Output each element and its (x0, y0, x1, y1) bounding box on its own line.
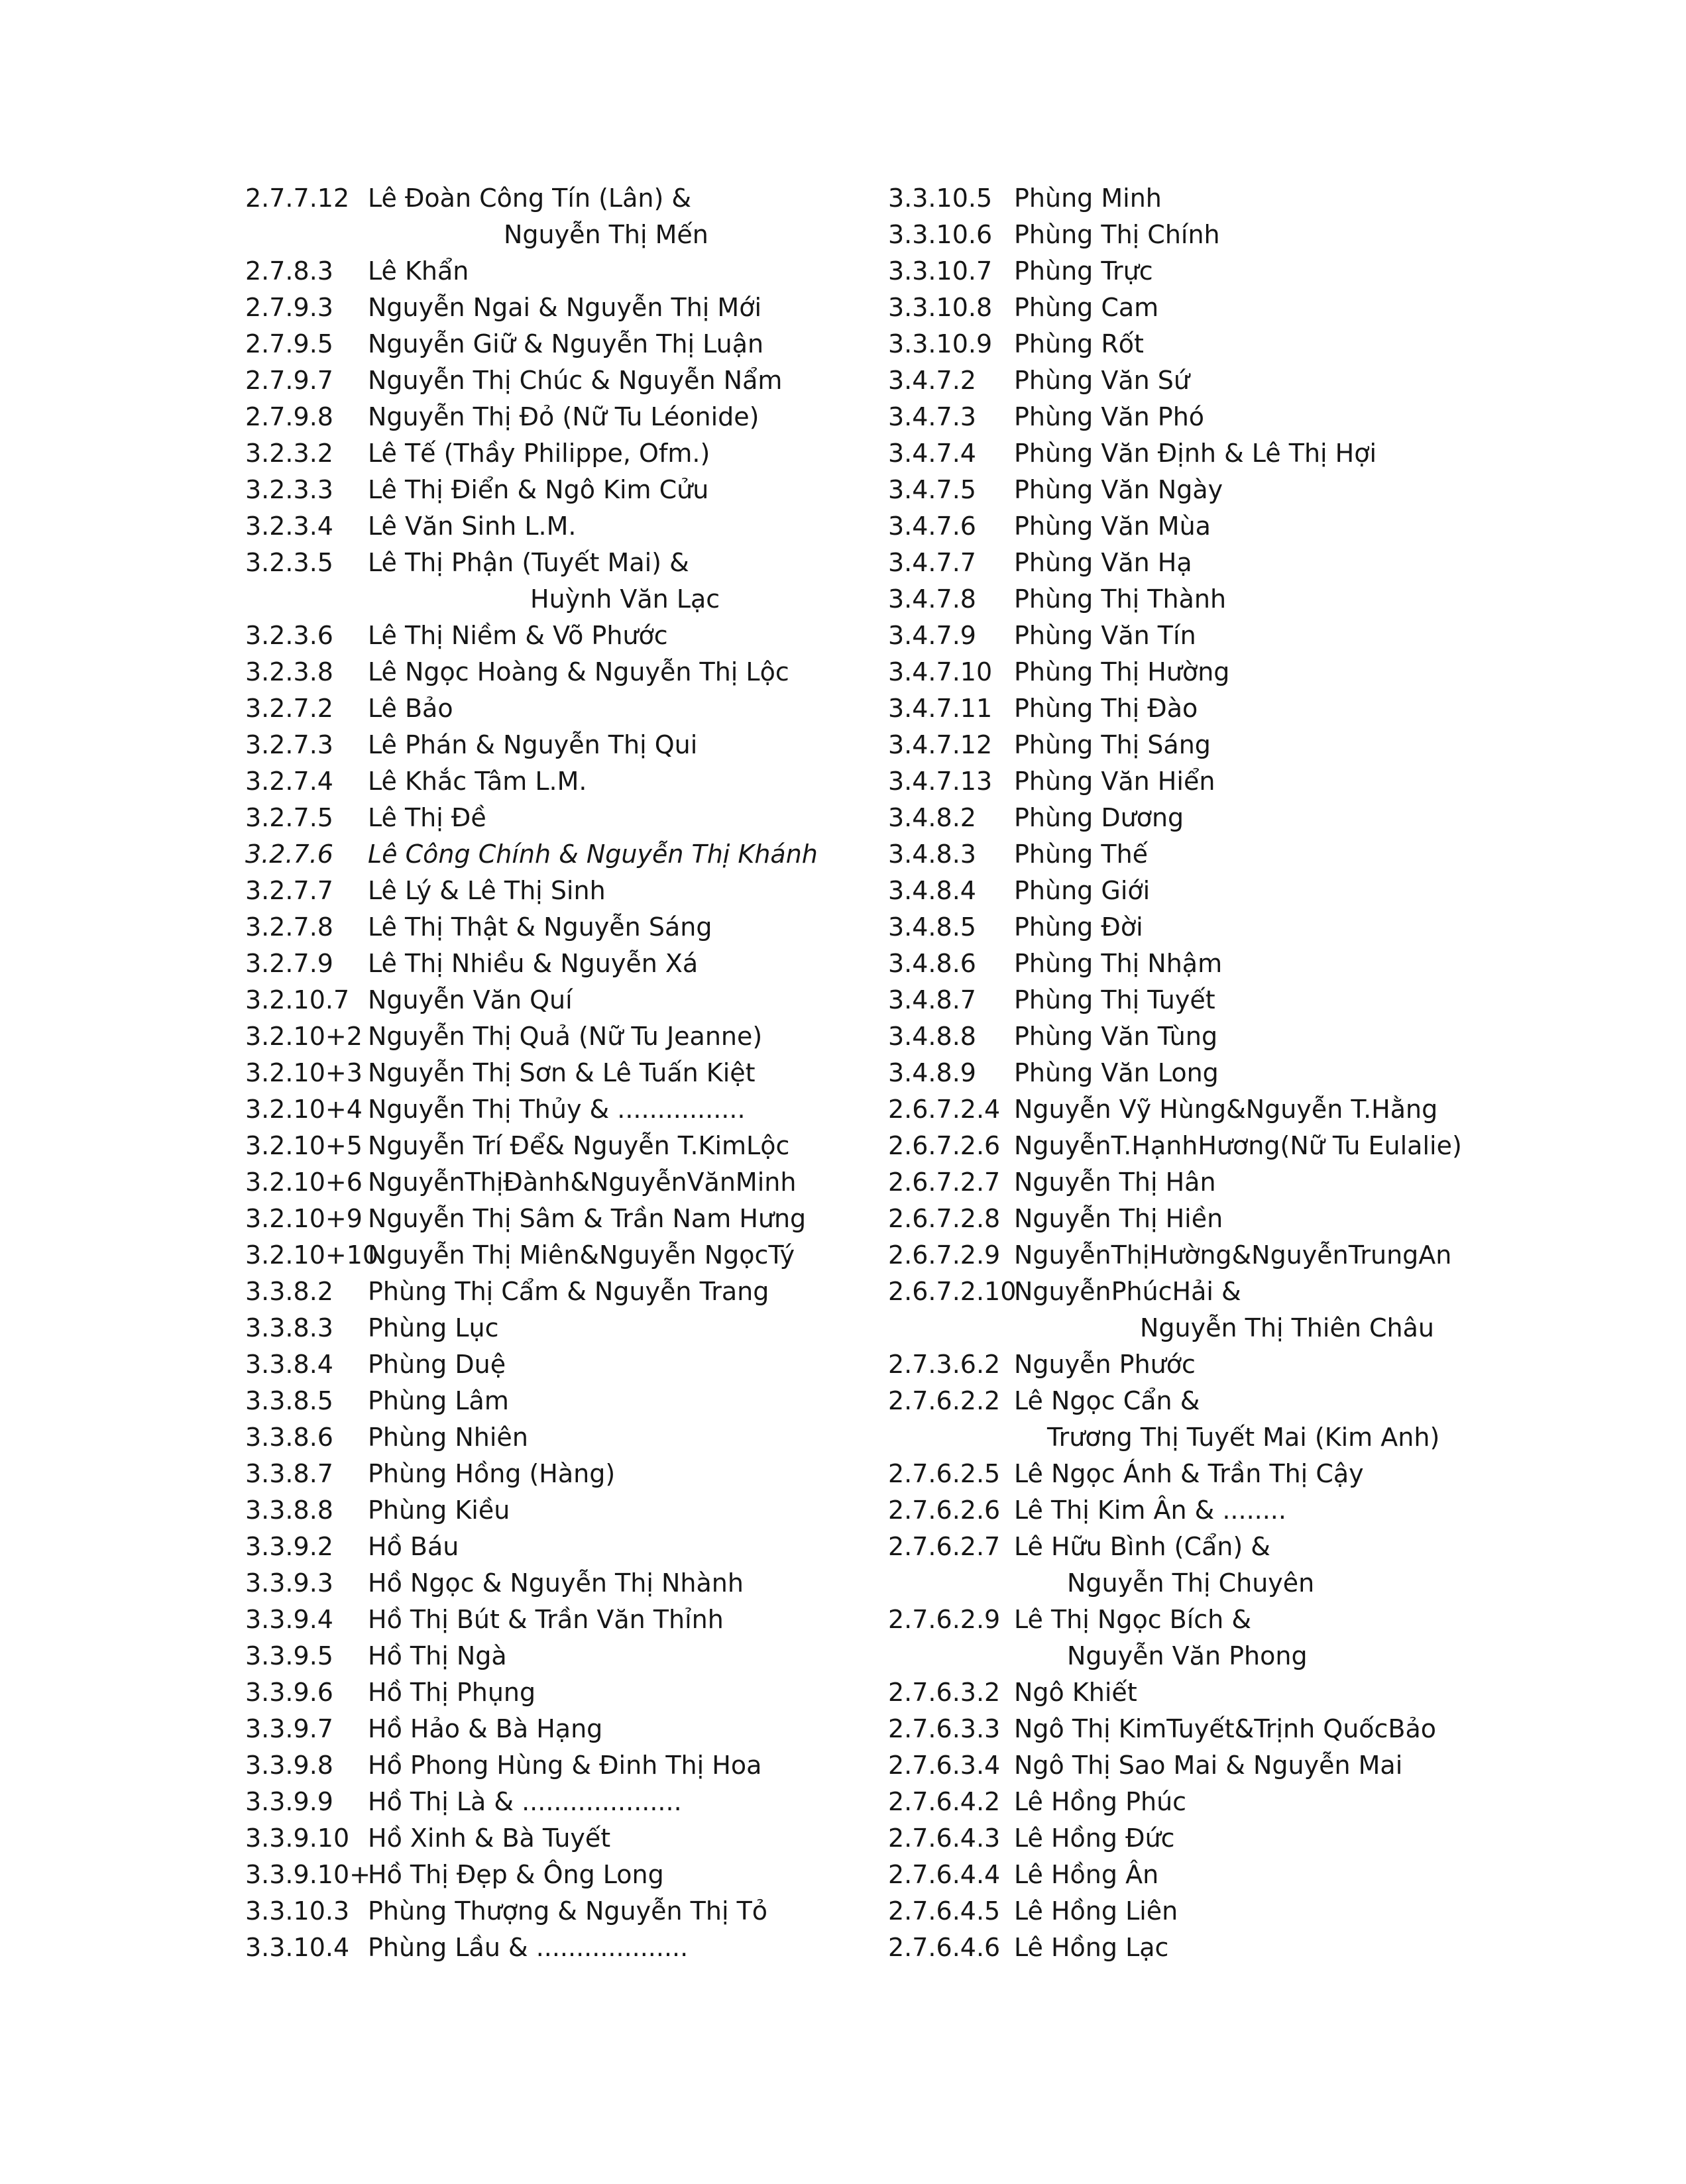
entry-code: 3.4.8.4 (888, 876, 976, 905)
list-item (245, 836, 895, 873)
entry-code: 3.3.10.7 (888, 256, 993, 286)
list-item (888, 1857, 1538, 1893)
entry-code: 3.4.8.9 (888, 1058, 976, 1087)
list-item (888, 1346, 1538, 1383)
entry-code: 3.4.7.4 (888, 439, 976, 468)
entry-name: Lê Hồng Ân (1014, 1860, 1159, 1889)
entry-name-continuation: Nguyễn Thị Mến (504, 220, 708, 249)
list-item (245, 545, 895, 581)
entry-name-continuation: Nguyễn Văn Phong (1067, 1641, 1308, 1670)
entry-code: 3.4.8.8 (888, 1022, 976, 1051)
entry-code: 2.7.6.4.5 (888, 1896, 1001, 1926)
list-item (888, 909, 1538, 946)
entry-code: 2.7.3.6.2 (888, 1350, 1001, 1379)
list-item (888, 982, 1538, 1018)
list-item (245, 618, 895, 654)
entry-code: 3.2.10.7 (245, 985, 350, 1014)
list-item (888, 581, 1538, 618)
list-item (245, 508, 895, 545)
entry-name: Lê Thị Kim Ân & ........ (1014, 1496, 1286, 1525)
entry-code: 2.7.6.2.7 (888, 1532, 1001, 1561)
list-item (888, 1674, 1538, 1711)
entry-code: 3.3.10.4 (245, 1933, 350, 1962)
list-item (245, 654, 895, 690)
entry-code: 3.2.3.4 (245, 512, 333, 541)
entry-name-continuation: Huỳnh Văn Lạc (530, 584, 720, 614)
list-item (888, 1529, 1538, 1565)
entry-code: 3.4.7.9 (888, 621, 976, 650)
entry-name: Nguyễn Văn Quí (368, 985, 573, 1014)
list-item (245, 1383, 895, 1419)
entry-name: Hồ Thị Đẹp & Ông Long (368, 1860, 664, 1889)
entry-name: Nguyễn Thị Thủy & ................ (368, 1095, 746, 1124)
entry-name: Phùng Văn Hạ (1014, 548, 1192, 577)
entry-name: Lê Phán & Nguyễn Thị Qui (368, 730, 698, 759)
entry-code: 2.7.6.4.2 (888, 1787, 1001, 1816)
entry-name: Hồ Thị Ngà (368, 1641, 507, 1670)
list-item (888, 217, 1538, 253)
list-item (245, 362, 895, 399)
entry-name: Phùng Đời (1014, 912, 1143, 942)
list-item (245, 1930, 895, 1966)
entry-name: Lê Ngọc Hoàng & Nguyễn Thị Lộc (368, 657, 789, 686)
entry-code: 2.6.7.2.4 (888, 1095, 1001, 1124)
list-item (888, 1055, 1538, 1091)
entry-code: 2.7.6.2.6 (888, 1496, 1001, 1525)
entry-code: 3.3.9.2 (245, 1532, 333, 1561)
entry-name: Phùng Hồng (Hàng) (368, 1459, 616, 1488)
list-item (888, 1930, 1538, 1966)
entry-name: Lê Ngọc Ánh & Trần Thị Cậy (1014, 1459, 1364, 1488)
entry-code: 3.3.9.10 (245, 1824, 350, 1853)
entry-name: Nguyễn Ngai & Nguyễn Thị Mới (368, 293, 762, 322)
entry-name: Phùng Thị Sáng (1014, 730, 1211, 759)
list-item (245, 873, 895, 909)
entry-code: 3.4.8.7 (888, 985, 976, 1014)
entry-code: 3.3.8.3 (245, 1313, 333, 1342)
entry-name: Phùng Thị Cẩm & Nguyễn Trang (368, 1277, 769, 1306)
list-item (245, 290, 895, 326)
list-item (245, 1492, 895, 1529)
entry-code: 3.3.8.7 (245, 1459, 333, 1488)
entry-name: Lê Hồng Đức (1014, 1824, 1175, 1853)
entry-name: Hồ Xinh & Bà Tuyết (368, 1824, 611, 1853)
entry-name: Hồ Thị Bút & Trần Văn Thỉnh (368, 1605, 724, 1634)
entry-name: Phùng Thượng & Nguyễn Thị Tỏ (368, 1896, 768, 1926)
list-item (888, 508, 1538, 545)
entry-name: Phùng Văn Long (1014, 1058, 1219, 1087)
entry-code: 3.3.8.8 (245, 1496, 333, 1525)
list-item (245, 1820, 895, 1857)
entry-code: 3.4.7.3 (888, 402, 976, 431)
entry-code: 2.7.9.7 (245, 366, 333, 395)
entry-name: Ngô Thị KimTuyết&Trịnh QuốcBảo (1014, 1714, 1437, 1743)
list-item (888, 654, 1538, 690)
list-item (245, 1893, 895, 1930)
entry-code: 3.4.7.11 (888, 694, 993, 723)
entry-name: Lê Thị Niềm & Võ Phước (368, 621, 668, 650)
entry-name: Phùng Giới (1014, 876, 1151, 905)
entry-name: Hồ Phong Hùng & Đinh Thị Hoa (368, 1751, 762, 1780)
entry-name: Nguyễn Thị Đỏ (Nữ Tu Léonide) (368, 402, 759, 431)
list-item (888, 946, 1538, 982)
entry-code: 2.7.9.5 (245, 329, 333, 358)
entry-code: 2.7.6.2.5 (888, 1459, 1001, 1488)
entry-name: NguyễnThịĐành&NguyễnVănMinh (368, 1168, 797, 1197)
entry-name: Lê Công Chính & Nguyễn Thị Khánh (368, 840, 818, 869)
entry-code: 3.3.9.6 (245, 1678, 333, 1707)
entry-code: 3.3.10.9 (888, 329, 993, 358)
entry-name-continuation: Trương Thị Tuyết Mai (Kim Anh) (1047, 1423, 1440, 1452)
entry-code: 2.7.6.3.2 (888, 1678, 1001, 1707)
list-item (888, 618, 1538, 654)
entry-name: Lê Tế (Thầy Philippe, Ofm.) (368, 439, 710, 468)
list-item (888, 727, 1538, 763)
entry-code: 3.4.7.10 (888, 657, 993, 686)
entry-code: 3.2.3.5 (245, 548, 333, 577)
entry-code: 3.3.8.4 (245, 1350, 333, 1379)
entry-code: 3.2.7.6 (245, 840, 333, 869)
list-item (245, 1128, 895, 1164)
entry-code: 3.4.8.3 (888, 840, 976, 869)
entry-name: Phùng Lâm (368, 1386, 509, 1415)
list-item (888, 1383, 1538, 1419)
entry-code: 2.7.6.4.3 (888, 1824, 1001, 1853)
entry-code: 3.4.7.5 (888, 475, 976, 504)
entry-code: 2.7.8.3 (245, 256, 333, 286)
list-item (888, 763, 1538, 800)
entry-code: 3.2.10+4 (245, 1095, 363, 1124)
entry-code: 3.3.9.4 (245, 1605, 333, 1634)
entry-code: 3.3.10.3 (245, 1896, 350, 1926)
list-item (245, 909, 895, 946)
entry-name: Phùng Thị Thành (1014, 584, 1227, 614)
entry-name: Nguyễn Phước (1014, 1350, 1196, 1379)
entry-code: 3.4.7.12 (888, 730, 993, 759)
entry-code: 2.7.9.8 (245, 402, 333, 431)
entry-code: 2.7.6.4.4 (888, 1860, 1001, 1889)
entry-name: Nguyễn Thị Chúc & Nguyễn Nẩm (368, 366, 783, 395)
list-item (888, 472, 1538, 508)
entry-code: 3.2.7.5 (245, 803, 333, 832)
entry-name: NguyễnPhúcHải & (1014, 1277, 1241, 1306)
list-item (245, 399, 895, 435)
list-item (888, 1164, 1538, 1201)
entry-name: Lê Ngọc Cẩn & (1014, 1386, 1200, 1415)
entry-name: Phùng Duệ (368, 1350, 506, 1379)
list-item (888, 800, 1538, 836)
list-item (245, 1674, 895, 1711)
entry-name: Phùng Minh (1014, 184, 1162, 213)
entry-code: 3.3.10.5 (888, 184, 993, 213)
list-item (245, 1602, 895, 1638)
entry-name: Nguyễn Thị Hân (1014, 1168, 1216, 1197)
entry-name: Nguyễn Thị Miên&Nguyễn NgọcTý (368, 1240, 795, 1270)
list-item (245, 1164, 895, 1201)
left-column (245, 180, 895, 1966)
entry-code: 2.7.6.3.4 (888, 1751, 1001, 1780)
list-item (245, 435, 895, 472)
entry-name: Nguyễn Thị Quả (Nữ Tu Jeanne) (368, 1022, 763, 1051)
entry-name: Lê Thị Thật & Nguyễn Sáng (368, 912, 712, 942)
entry-name: Nguyễn Giữ & Nguyễn Thị Luận (368, 329, 764, 358)
list-item (245, 1565, 895, 1602)
entry-name: Phùng Nhiên (368, 1423, 528, 1452)
entry-name: Lê Thị Điển & Ngô Kim Cửu (368, 475, 709, 504)
entry-name: Ngô Khiết (1014, 1678, 1137, 1707)
list-item (888, 1492, 1538, 1529)
entry-code: 3.2.7.4 (245, 767, 333, 796)
entry-name: Phùng Lầu & ................... (368, 1933, 689, 1962)
right-column (888, 180, 1538, 1966)
entry-name: Hồ Ngọc & Nguyễn Thị Nhành (368, 1568, 744, 1598)
entry-code: 3.2.7.2 (245, 694, 333, 723)
list-item (245, 1237, 895, 1274)
entry-code: 3.3.9.3 (245, 1568, 333, 1598)
entry-name: Phùng Thị Hường (1014, 657, 1230, 686)
list-item (888, 1091, 1538, 1128)
entry-code: 3.2.10+10 (245, 1240, 379, 1270)
list-item (245, 946, 895, 982)
list-item (888, 690, 1538, 727)
entry-name: Phùng Văn Hiển (1014, 767, 1215, 796)
entry-code: 3.4.7.7 (888, 548, 976, 577)
list-item (245, 326, 895, 362)
entry-code: 3.2.10+2 (245, 1022, 363, 1051)
list-item (888, 290, 1538, 326)
entry-code: 3.2.7.9 (245, 949, 333, 978)
entry-code: 3.2.7.3 (245, 730, 333, 759)
entry-name: Phùng Lục (368, 1313, 499, 1342)
entry-name: Nguyễn Thị Hiền (1014, 1204, 1223, 1233)
list-item (888, 1018, 1538, 1055)
entry-name: Lê Khắc Tâm L.M. (368, 767, 587, 796)
list-item (888, 1237, 1538, 1274)
list-item (245, 1018, 895, 1055)
entry-code: 2.7.6.3.3 (888, 1714, 1001, 1743)
list-item (888, 873, 1538, 909)
entry-code: 3.3.9.7 (245, 1714, 333, 1743)
entry-code: 3.3.8.2 (245, 1277, 333, 1306)
entry-name: Phùng Rốt (1014, 329, 1144, 358)
entry-name: Nguyễn Thị Sâm & Trần Nam Hưng (368, 1204, 807, 1233)
entry-code: 3.2.10+5 (245, 1131, 363, 1160)
list-item (245, 1857, 895, 1893)
entry-code: 3.2.7.7 (245, 876, 333, 905)
entry-name-continuation: Nguyễn Thị Chuyên (1067, 1568, 1315, 1598)
entry-name-continuation: Nguyễn Thị Thiên Châu (1140, 1313, 1434, 1342)
entry-code: 3.3.10.8 (888, 293, 993, 322)
list-item (245, 1419, 895, 1456)
entry-name: Phùng Văn Tín (1014, 621, 1196, 650)
list-item (888, 435, 1538, 472)
entry-code: 2.7.7.12 (245, 184, 350, 213)
list-item (245, 472, 895, 508)
entry-code: 2.6.7.2.8 (888, 1204, 1001, 1233)
entry-code: 3.3.9.8 (245, 1751, 333, 1780)
list-item (888, 545, 1538, 581)
entry-name: Phùng Trực (1014, 256, 1153, 286)
list-item (888, 836, 1538, 873)
entry-name: Lê Hồng Liên (1014, 1896, 1178, 1926)
entry-code: 2.7.6.2.2 (888, 1386, 1001, 1415)
entry-code: 2.6.7.2.7 (888, 1168, 1001, 1197)
entry-name: Phùng Thế (1014, 840, 1149, 869)
list-item (245, 800, 895, 836)
entry-name: NguyễnThịHường&NguyễnTrungAn (1014, 1240, 1452, 1270)
entry-code: 3.2.3.8 (245, 657, 333, 686)
entry-code: 3.3.9.10+ (245, 1860, 370, 1889)
entry-name: Lê Thị Ngọc Bích & (1014, 1605, 1251, 1634)
entry-name: Lê Văn Sinh L.M. (368, 512, 577, 541)
entry-name: Nguyễn Vỹ Hùng&Nguyễn T.Hằng (1014, 1095, 1438, 1124)
entry-name: Phùng Văn Phó (1014, 402, 1205, 431)
entry-name: Phùng Văn Ngày (1014, 475, 1223, 504)
entry-name: Phùng Thị Đào (1014, 694, 1198, 723)
entry-name: Phùng Văn Định & Lê Thị Hợi (1014, 439, 1377, 468)
entry-name: Nguyễn Thị Sơn & Lê Tuấn Kiệt (368, 1058, 756, 1087)
entry-code: 3.2.3.6 (245, 621, 333, 650)
list-item (245, 1091, 895, 1128)
entry-name: Phùng Kiều (368, 1496, 510, 1525)
list-item (245, 763, 895, 800)
list-item (888, 1747, 1538, 1784)
list-item (888, 1784, 1538, 1820)
list-item (888, 1711, 1538, 1747)
entry-name: Phùng Văn Mùa (1014, 512, 1211, 541)
list-item (245, 1747, 895, 1784)
entry-name: Hồ Hảo & Bà Hạng (368, 1714, 603, 1743)
entry-code: 2.7.6.2.9 (888, 1605, 1001, 1634)
entry-name: Lê Thị Đề (368, 803, 486, 832)
entry-code: 3.2.10+6 (245, 1168, 363, 1197)
entry-code: 3.4.8.2 (888, 803, 976, 832)
list-item (888, 1893, 1538, 1930)
entry-code: 2.7.9.3 (245, 293, 333, 322)
list-item (245, 253, 895, 290)
entry-name: Hồ Thị Là & .................... (368, 1787, 682, 1816)
entry-name: Phùng Dương (1014, 803, 1184, 832)
entry-name: Hồ Báu (368, 1532, 459, 1561)
entry-code: 3.3.9.9 (245, 1787, 333, 1816)
entry-code: 3.2.3.3 (245, 475, 333, 504)
list-item (888, 1456, 1538, 1492)
list-item (245, 690, 895, 727)
entry-code: 3.4.7.13 (888, 767, 993, 796)
entry-name: Phùng Văn Tùng (1014, 1022, 1218, 1051)
entry-code: 3.4.7.8 (888, 584, 976, 614)
entry-name: Phùng Thị Chính (1014, 220, 1220, 249)
list-item (245, 1711, 895, 1747)
list-item (245, 1274, 895, 1310)
entry-code: 3.3.10.6 (888, 220, 993, 249)
entry-name: Lê Hồng Phúc (1014, 1787, 1187, 1816)
entry-code: 3.3.9.5 (245, 1641, 333, 1670)
entry-name: Lê Bảo (368, 694, 453, 723)
entry-code: 2.6.7.2.9 (888, 1240, 1001, 1270)
list-item (245, 1310, 895, 1346)
entry-code: 3.3.8.6 (245, 1423, 333, 1452)
entry-code: 2.7.6.4.6 (888, 1933, 1001, 1962)
list-item (245, 1638, 895, 1674)
entry-name: Nguyễn Trí Để& Nguyễn T.KimLộc (368, 1131, 790, 1160)
list-item (245, 1529, 895, 1565)
entry-code: 3.2.10+3 (245, 1058, 363, 1087)
entry-code: 3.4.8.5 (888, 912, 976, 942)
entry-code: 3.4.7.2 (888, 366, 976, 395)
entry-name: Lê Lý & Lê Thị Sinh (368, 876, 606, 905)
entry-name: Phùng Thị Nhậm (1014, 949, 1223, 978)
list-item (245, 1055, 895, 1091)
entry-name: Lê Thị Phận (Tuyết Mai) & (368, 548, 689, 577)
list-item (245, 1456, 895, 1492)
list-item (245, 727, 895, 763)
entry-code: 3.2.7.8 (245, 912, 333, 942)
list-item (888, 1602, 1538, 1638)
entry-name: Phùng Thị Tuyết (1014, 985, 1215, 1014)
list-item (888, 326, 1538, 362)
entry-code: 3.4.7.6 (888, 512, 976, 541)
entry-code: 3.3.8.5 (245, 1386, 333, 1415)
list-item (888, 362, 1538, 399)
list-item (245, 180, 895, 217)
entry-code: 2.6.7.2.6 (888, 1131, 1001, 1160)
list-item (888, 1274, 1538, 1310)
entry-code: 3.4.8.6 (888, 949, 976, 978)
list-item (245, 1346, 895, 1383)
entry-name: Lê Đoàn Công Tín (Lân) & (368, 184, 692, 213)
entry-name: Phùng Văn Sứ (1014, 366, 1190, 395)
entry-code: 3.2.3.2 (245, 439, 333, 468)
list-item (245, 1201, 895, 1237)
entry-name: Hồ Thị Phụng (368, 1678, 536, 1707)
entry-code: 3.2.10+9 (245, 1204, 363, 1233)
list-item (888, 1820, 1538, 1857)
list-item (245, 1784, 895, 1820)
entry-name: Lê Hồng Lạc (1014, 1933, 1169, 1962)
entry-code: 2.6.7.2.10 (888, 1277, 1017, 1306)
entry-name: Phùng Cam (1014, 293, 1159, 322)
list-item (888, 180, 1538, 217)
entry-name: Lê Hữu Bình (Cẩn) & (1014, 1532, 1270, 1561)
entry-name: Ngô Thị Sao Mai & Nguyễn Mai (1014, 1751, 1403, 1780)
entry-name: Lê Thị Nhiều & Nguyễn Xá (368, 949, 699, 978)
entry-name: NguyễnT.HạnhHương(Nữ Tu Eulalie) (1014, 1131, 1462, 1160)
list-item (888, 253, 1538, 290)
entry-name: Lê Khẩn (368, 256, 469, 286)
list-item (888, 399, 1538, 435)
list-item (245, 982, 895, 1018)
list-item (888, 1128, 1538, 1164)
list-item (888, 1201, 1538, 1237)
